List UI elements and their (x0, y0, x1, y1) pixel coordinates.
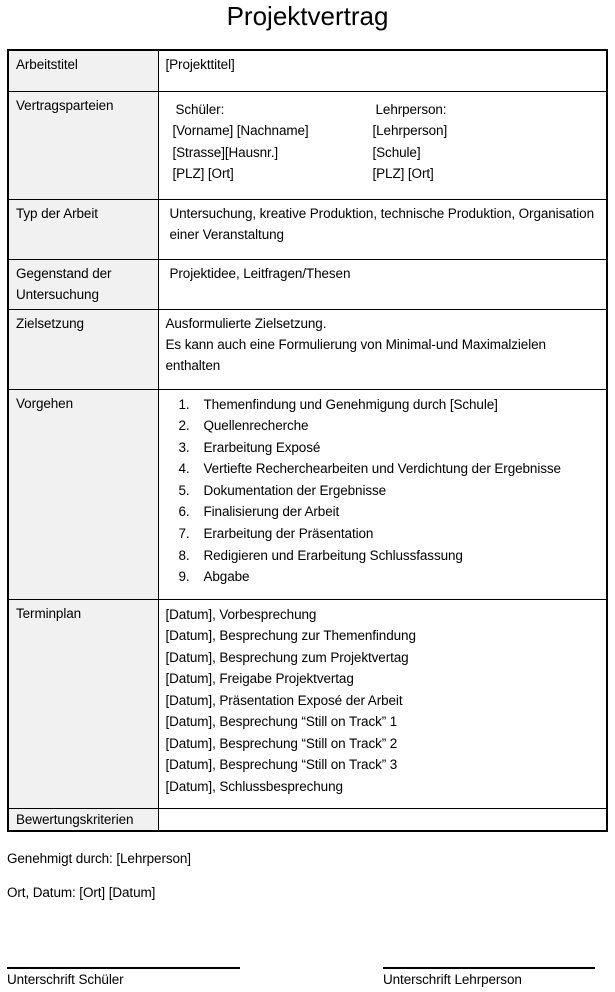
vorgehen-item (166, 458, 603, 480)
row-value-zielsetzung (158, 309, 607, 389)
terminplan-line: [Datum], Besprechung “Still on Track” 3 (165, 757, 398, 772)
row-label-arbeitstitel: Arbeitstitel (8, 50, 158, 91)
vorgehen-item (166, 501, 603, 523)
schueler-block (173, 99, 373, 185)
row-arbeitstitel (8, 50, 607, 91)
row-label-bewertung: Bewertungskriterien (8, 808, 158, 831)
vorgehen-item-text: Themenfindung und Genehmigung durch [Schule] (203, 396, 498, 412)
approved-by-line: Genehmigt durch: [Lehrperson] (7, 851, 191, 866)
zielsetzung-line: Ausformulierte Zielsetzung. (165, 315, 327, 331)
zielsetzung-line: Es kann auch eine Formulierung von Minimal-und Maximalzielen (165, 336, 546, 352)
vorgehen-list (166, 394, 603, 588)
vorgehen-item-text: Quellenrecherche (203, 418, 309, 434)
row-label-vorgehen: Vorgehen (8, 389, 158, 599)
vorgehen-item (166, 394, 603, 416)
vorgehen-item-number: 1. (178, 396, 190, 412)
vorgehen-item-number: 6. (178, 504, 190, 520)
contract-table (7, 49, 608, 832)
terminplan-line: [Datum], Vorbesprechung (165, 606, 317, 622)
terminplan-line: [Datum], Freigabe Projektvertag (165, 671, 354, 686)
row-label-typ: Typ der Arbeit (8, 199, 158, 259)
row-label-zielsetzung: Zielsetzung (8, 309, 158, 389)
place-date-line: Ort, Datum: [Ort] [Datum] (7, 885, 156, 900)
row-bewertungskriterien (8, 808, 607, 831)
schueler-line: [Strasse][Hausnr.] (172, 144, 278, 160)
row-label-gegenstand: Gegenstand der Untersuchung (8, 259, 158, 309)
document-title: Projektvertrag (226, 1, 389, 31)
row-label-vertragsparteien: Vertragsparteien (8, 91, 158, 199)
signature-label-schueler: Unterschrift Schüler (7, 972, 124, 987)
lehrperson-line: [Lehrperson] (372, 123, 448, 138)
vorgehen-item-number: 4. (178, 461, 190, 477)
vorgehen-item-text: Finalisierung der Arbeit (203, 504, 340, 520)
terminplan-line: [Datum], Besprechung zum Projektvertag (165, 649, 409, 665)
vorgehen-item-number: 7. (178, 526, 190, 542)
vorgehen-item-text: Abgabe (203, 569, 250, 585)
vorgehen-item (166, 523, 603, 545)
vorgehen-item-number: 9. (178, 569, 190, 585)
schueler-line: [PLZ] [Ort] (172, 166, 234, 181)
terminplan-line: [Datum], Besprechung zur Themenfindung (165, 628, 416, 643)
signature-block-lehrperson (383, 967, 595, 988)
vorgehen-item-number: 2. (178, 418, 190, 434)
row-value-terminplan (158, 599, 607, 808)
terminplan-line: [Datum], Präsentation Exposé der Arbeit (165, 692, 403, 708)
lehrperson-line: [PLZ] [Ort] (372, 166, 434, 181)
lehrperson-block (373, 99, 448, 185)
terminplan-line: [Datum], Besprechung “Still on Track” 2 (165, 735, 398, 751)
row-value-vertragsparteien (158, 91, 607, 199)
row-value-vorgehen (158, 389, 607, 599)
typ-line: Untersuchung, kreative Produktion, technische Produktion, Organisation (169, 205, 594, 221)
vorgehen-item (166, 415, 603, 437)
vorgehen-item (166, 480, 603, 502)
lehrperson-heading: Lehrperson: (375, 101, 447, 117)
row-gegenstand (8, 259, 607, 309)
row-vertragsparteien (8, 91, 607, 199)
signature-block-schueler (7, 967, 240, 988)
row-terminplan (8, 599, 607, 808)
row-vorgehen (8, 389, 607, 599)
lehrperson-line: [Schule] (372, 144, 421, 160)
vorgehen-item-number: 3. (178, 439, 190, 455)
row-label-terminplan: Terminplan (8, 599, 158, 808)
schueler-heading: Schüler: (175, 101, 225, 117)
schueler-line: [Vorname] [Nachname] (172, 123, 309, 138)
signature-line-schueler (7, 967, 240, 969)
vorgehen-item-number: 8. (178, 547, 190, 563)
vorgehen-item-text: Redigieren und Erarbeitung Schlussfassung (203, 547, 463, 563)
typ-line: einer Veranstaltung (169, 226, 284, 242)
row-zielsetzung (8, 309, 607, 389)
terminplan-line: [Datum], Besprechung “Still on Track” 1 (165, 714, 398, 729)
gegenstand-text: Projektidee, Leitfragen/Thesen (169, 265, 351, 281)
row-value-gegenstand (158, 259, 607, 309)
vorgehen-item (166, 545, 603, 567)
vorgehen-item-text: Vertiefte Recherchearbeiten und Verdichtung der Ergebnisse (203, 461, 561, 477)
row-value-typ (158, 199, 607, 259)
signature-label-lehrperson: Unterschrift Lehrperson (383, 972, 522, 987)
row-value-bewertung (158, 808, 607, 831)
signature-line-lehrperson (383, 967, 595, 969)
vorgehen-item (166, 566, 603, 588)
row-value-arbeitstitel: [Projekttitel] (158, 50, 607, 91)
vorgehen-item-number: 5. (178, 482, 190, 498)
vorgehen-item-text: Erarbeitung der Präsentation (203, 526, 374, 542)
zielsetzung-line: enthalten (165, 357, 221, 373)
vorgehen-item-text: Dokumentation der Ergebnisse (203, 482, 387, 498)
row-typ-der-arbeit (8, 199, 607, 259)
vorgehen-item (166, 437, 603, 459)
terminplan-list (166, 604, 603, 798)
terminplan-line: [Datum], Schlussbesprechung (165, 778, 343, 794)
vorgehen-item-text: Erarbeitung Exposé (203, 439, 321, 455)
